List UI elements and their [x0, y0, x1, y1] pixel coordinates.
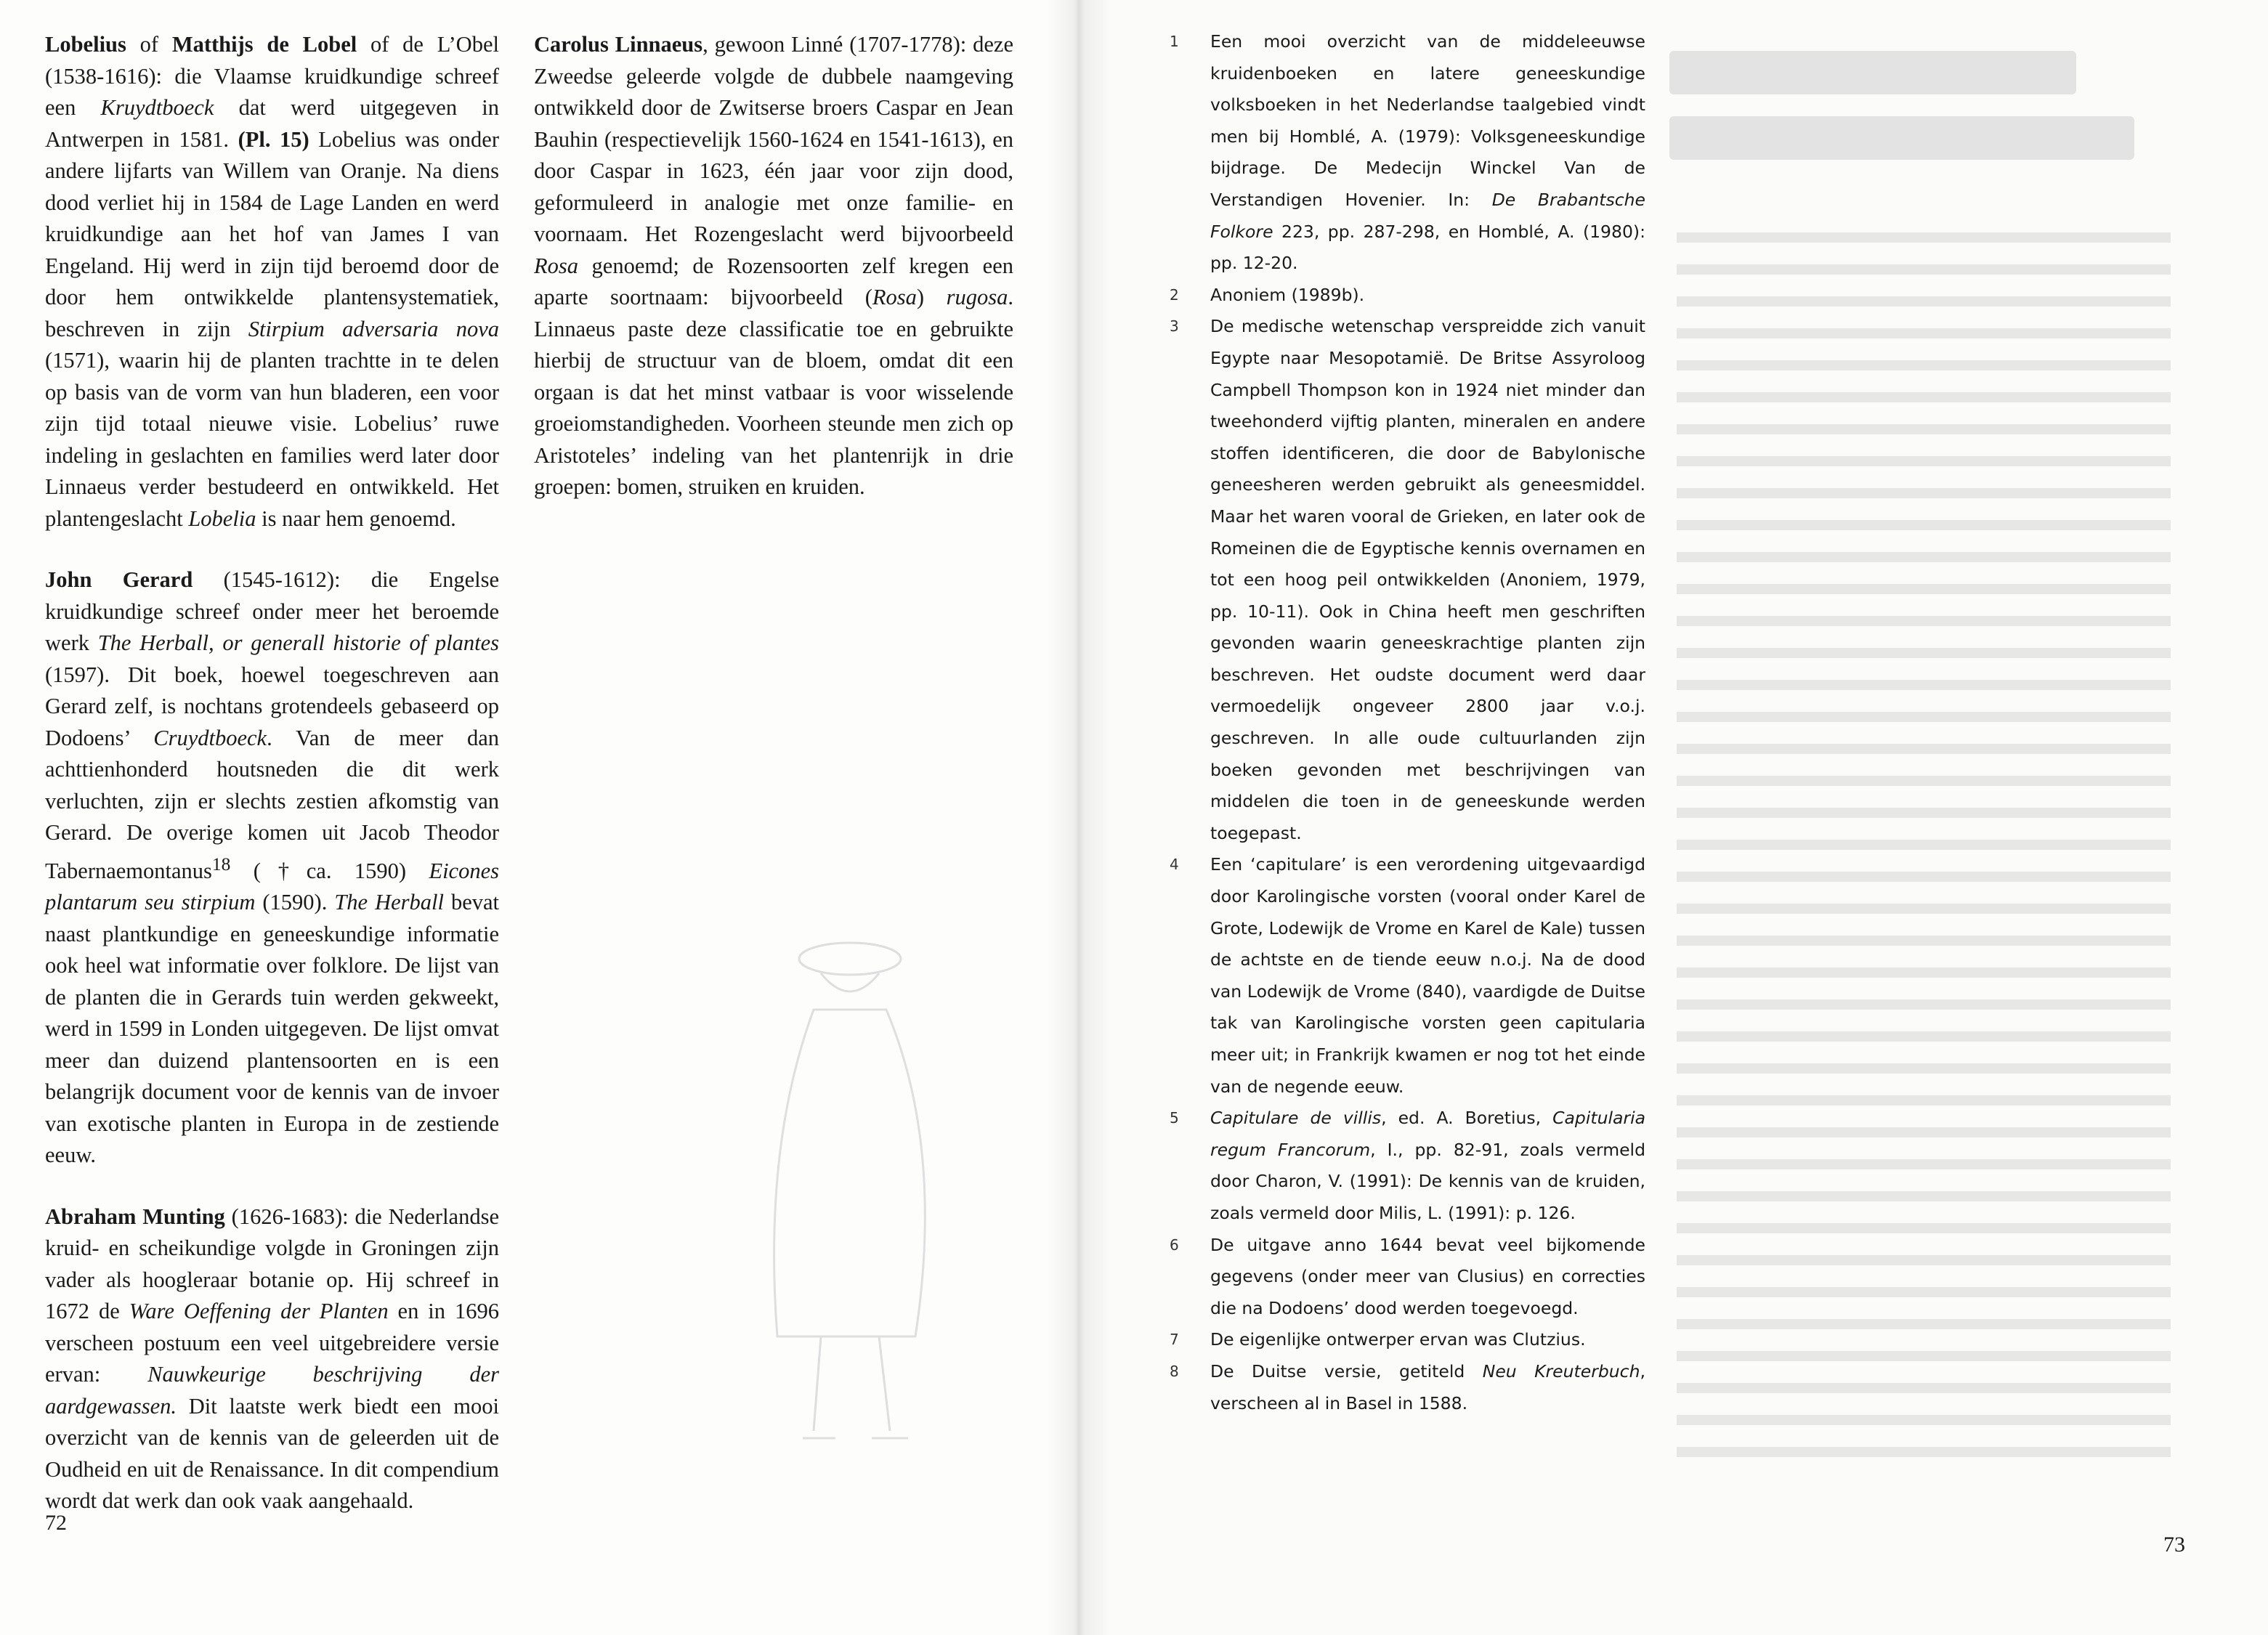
entry-text: John Gerard (1545-1612): die Engelse kruidkundige schreef onder meer het beroemde werk The Herball, or generall historie of plantes (1597). Dit boek, hoewel toegeschreven aan Gerard zelf, is nochtans grotendeels gebaseerd op Dodoens’ Cruydtboeck. Van de meer dan achttienhonderd houtsneden die dit werk verluchten, zijn er slechts zestien afkomstig van Gerard. De overige komen uit Jacob Theodor Tabernaemontanus$^{18}$ (†ca. 1590) Eicones plantarum seu stirpium (1590). The Herball bevat naast plantkundige en geneeskundige informatie ook heel wat informatie over folklore. De lijst van de planten die in Gerards tuin werden gekweekt, werd in 1599 in Londen uitgegeven. De lijst omvat meer dan duizend plantensoorten en is een belangrijk document voor de kennis van de invoer van exotische planten in Europa in de zestiende eeuw. — [45, 567, 499, 1168]
endnote — [1170, 311, 1645, 849]
endnote — [1170, 26, 1645, 280]
entry-abraham-munting — [45, 1201, 499, 1517]
bleed-through-headline-shape — [1669, 29, 2251, 189]
endnote-text: De eigenlijke ontwerper ervan was Clutzius. — [1210, 1329, 1586, 1350]
endnote — [1170, 1103, 1645, 1229]
page-number-left: 72 — [45, 1511, 67, 1535]
bleed-through-text — [545, 552, 1010, 584]
endnote-text: Een mooi overzicht van de middeleeuwse kruidenboeken en latere geneeskundige volksboeken in het Nederlandse taalgebied vindt men bij Homblé, A. (1979): Volksgeneeskundige bijdrage. De Medecijn Winckel Van de Verstandigen Hovenier. In: De Brabantsche Folkore 223, pp. 287-298, en Homblé, A. (1980): pp. 12-20. — [1210, 31, 1645, 274]
endnote — [1170, 280, 1645, 312]
endnote-text: De Duitse versie, getiteld Neu Kreuterbuch, verscheen al in Basel in 1588. — [1210, 1360, 1645, 1413]
endnote-number: 5 — [1170, 1109, 1179, 1127]
endnote-text: Capitulare de villis, ed. A. Boretius, Capitularia regum Francorum, I., pp. 82-91, zoals vermeld door Charon, V. (1991): De kennis van de kruiden, zoals vermeld door Milis, L. (1991): p. 126. — [1210, 1108, 1646, 1223]
endnote-text: Een ‘capitulare’ is een verordening uitgevaardigd door Karolingische vorsten (vooral onder Karel de Grote, Lodewijk de Vrome en Karel de Kale) tussen de achtste en de tiende eeuw n.o.j. Na de dood van Lodewijk de Vrome (840), vaardigde de Duitse tak van Karolingische vorsten geen capitularia meer uit; in Frankrijk kwamen er nog tot het einde van de negende eeuw. — [1210, 854, 1645, 1097]
entry-carolus-linnaeus — [534, 29, 1013, 503]
endnote-number: 6 — [1170, 1236, 1179, 1254]
left-column-1 — [45, 29, 499, 1547]
endnotes — [1170, 26, 1645, 1419]
endnote — [1170, 849, 1645, 1103]
endnote-number: 1 — [1170, 33, 1179, 50]
bleed-through-figure — [734, 930, 966, 1453]
endnote — [1170, 1230, 1645, 1325]
entry-lobelius — [45, 29, 499, 535]
endnote — [1170, 1324, 1645, 1356]
endnote-number: 2 — [1170, 285, 1179, 304]
left-page — [0, 0, 1074, 1635]
page-number-right: 73 — [2163, 1533, 2185, 1557]
entry-text: Lobelius of Matthijs de Lobel of de L’Obel (1538-1616): die Vlaamse kruidkundige schreef een Kruydtboeck dat werd uitgegeven in Antwerpen in 1581. (Pl. 15) Lobelius was onder andere lijfarts van Willem van Oranje. Na diens dood verliet hij in 1584 de Lage Landen en werd kruidkundige aan het hof van James I van Engeland. Hij werd in zijn tijd beroemd door de door hem ontwikkelde plantensystematiek, beschreven in zijn Stirpium adversaria nova (1571), waarin hij de planten trachtte in te delen op basis van de vorm van hun bladeren, een voor zijn tijd totaal nieuwe visie. Lobelius’ ruwe indeling in geslachten en families werd later door Linnaeus verder bestudeerd en ontwikkeld. Het plantengeslacht Lobelia is naar hem genoemd. — [45, 32, 500, 531]
bleed-through-column — [1677, 218, 2185, 1496]
left-column-2 — [534, 29, 1013, 533]
endnote-number: 4 — [1170, 856, 1179, 874]
entry-text: Carolus Linnaeus, gewoon Linné (1707-1778): deze Zweedse geleerde volgde de dubbele naamgeving ontwikkeld door de Zwitserse broers Caspar en Jean Bauhin (respectievelijk 1560-1624 en 1541-1613), en door Caspar in 1623, één jaar voor zijn dood, geformuleerd in analogie met onze familie- en voornaam. Het Rozengeslacht werd bijvoorbeeld Rosa genoemd; de Rozensoorten zelf kregen een aparte soortnaam: bijvoorbeeld (Rosa) rugosa. Linnaeus paste deze classificatie toe en gebruikte hierbij de structuur van de bloem, omdat dit een orgaan is dat het minst vatbaar is voor wisselende groeiomstandigheden. Voorheen steunde men zich op Aristoteles’ indeling van het plantenrijk in drie groepen: bomen, struiken en kruiden. — [534, 32, 1013, 499]
endnote-text: De uitgave anno 1644 bevat veel bijkomende gegevens (onder meer van Clusius) en correcties die na Dodoens’ dood werden toegevoegd. — [1210, 1234, 1645, 1318]
endnote-number: 8 — [1170, 1362, 1179, 1380]
book-gutter-shadow — [1046, 0, 1111, 1635]
entry-john-gerard — [45, 564, 499, 1172]
entry-text: Abraham Munting (1626-1683): die Nederlandse kruid- en scheikundige volgde in Groningen zijn vader als hoogleraar botanie op. Hij schreef in 1672 de Ware Oeffening der Planten en in 1696 verscheen postuum een veel uitgebreidere versie ervan: Nauwkeurige beschrijving der aardgewassen. Dit laatste werk biedt een mooi overzicht van de kennis van de geleerden uit de Oudheid en uit de Renaissance. In dit compendium wordt dat werk dan ook vaak aangehaald. — [45, 1204, 499, 1514]
endnote-text: De medische wetenschap verspreidde zich vanuit Egypte naar Mesopotamië. De Britse Assyroloog Campbell Thompson kon in 1924 niet minder dan tweehonderd vijftig planten, mineralen en andere stoffen identificeren, die door de Babylonische geneesheren werden gebruikt als geneesmiddel. Maar het waren vooral de Grieken, en later ook de Romeinen die de Egyptische kennis overnamen en tot een hoog peil ontwikkelden (Anoniem, 1979, pp. 10-11). Ook in China heeft men geschriften gevonden waarin geneeskrachtige planten zijn beschreven. Het oudste document werd daar vermoedelijk ongeveer 2800 jaar v.o.j. geschreven. In alle oude cultuurlanden zijn boeken gevonden met beschrijvingen van middelen die toen in de geneeskunde werden toegepast. — [1210, 316, 1645, 843]
endnote-text: Anoniem (1989b). — [1210, 284, 1365, 305]
right-page — [1074, 0, 2268, 1635]
endnote-number: 3 — [1170, 317, 1179, 336]
endnote — [1170, 1356, 1645, 1419]
endnote-number: 7 — [1170, 1331, 1179, 1349]
